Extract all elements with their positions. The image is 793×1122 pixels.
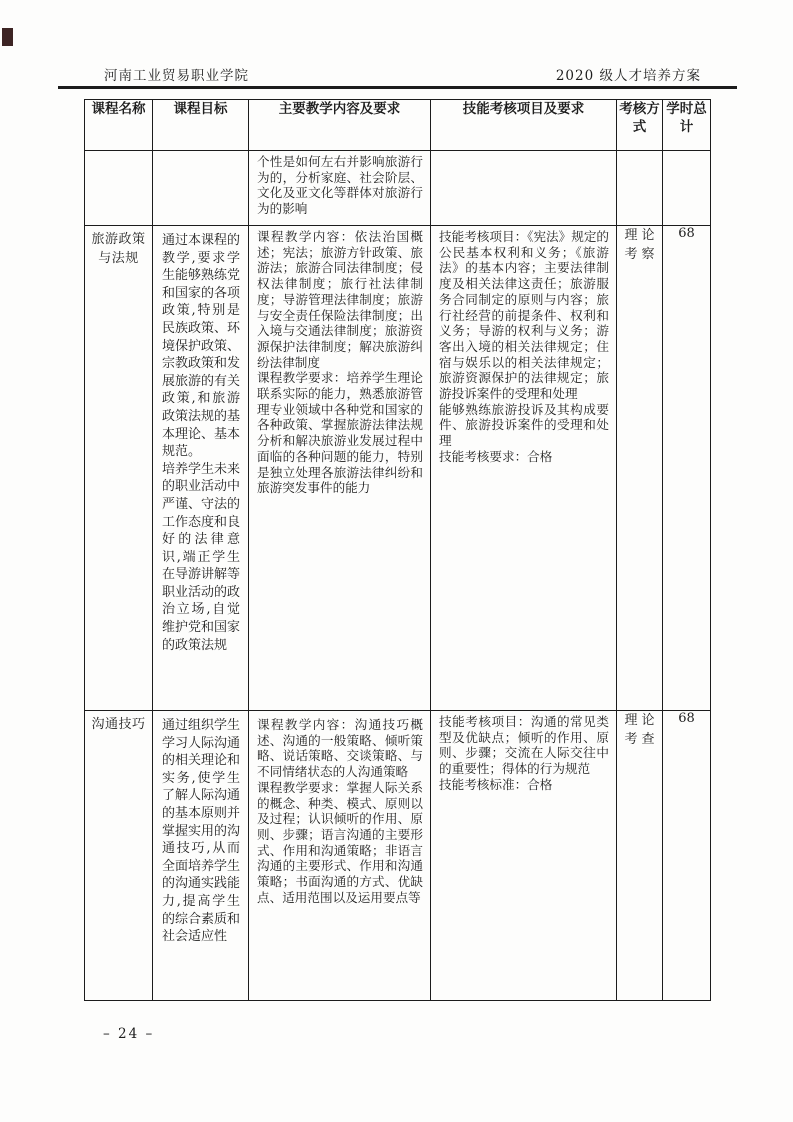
- objectives-paragraph: 通过组织学生学习人际沟通的相关理论和实务,使学生了解人际沟通的基本原则并掌握实用的沟通技巧,从而全面培养学生的沟通实践能力,提高学生的综合素质和社会适应性: [162, 718, 241, 945]
- cell-assessment-method: [617, 711, 663, 1001]
- cell-skill-assessment: [431, 226, 617, 711]
- cell-method-empty: [617, 151, 663, 226]
- cell-course-name: [85, 711, 153, 1001]
- cell-teaching-content: [249, 711, 431, 1001]
- header-document-title: 2020 级人才培养方案: [555, 68, 701, 84]
- cell-course-objectives: [153, 226, 249, 711]
- cell-assessment-method: [617, 226, 663, 711]
- course-name-label: 旅游政策与法规: [91, 232, 146, 266]
- assessment-method-label: 理论考查: [624, 713, 655, 747]
- header-school-name: 河南工业贸易职业学院: [104, 68, 249, 84]
- assessment-method-label: 理论考察: [624, 228, 655, 262]
- assessment-items-paragraph: 技能考核项目：《宪法》规定的公民基本权利和义务；《旅游法》的基本内容；主要法律制度及相关法律这责任；旅游服务合同制定的原则与内容；旅行社经营的前提条件、权利和义务；导游的权利与义务；游客出入境的相关法律规定；住宿与娱乐以的相关法律规定；旅游资源保护的法律规定；旅游投诉案件的受理和处理: [439, 229, 610, 402]
- col-header-skill-assessment: 技能考核项目及要求: [431, 100, 617, 151]
- assessment-standard-paragraph: 技能考核标准：合格: [439, 776, 553, 792]
- assessment-items-paragraph: 技能考核项目：沟通的常见类型及优缺点；倾听的作用、原则、步骤；交流在人际交往中的重要性；得体的行为规范: [439, 714, 609, 777]
- header-rule: [58, 86, 737, 89]
- col-header-total-hours: 学时总计: [663, 100, 711, 151]
- col-header-course-objectives: 课程目标: [153, 100, 249, 151]
- total-hours-value: 68: [678, 226, 695, 241]
- cell-total-hours: [663, 226, 711, 711]
- cell-course-objectives: [153, 711, 249, 1001]
- table-row-communication-skills: [85, 711, 711, 1001]
- continuation-text: 个性是如何左右并影响旅游行为的，分析家庭、社会阶层、文化及亚文化等群体对旅游行为的影响: [257, 154, 423, 217]
- assessment-detail-paragraph: 能够熟练旅游投诉及其构成要件、旅游投诉案件的受理和处理: [439, 401, 609, 449]
- table-row-continuation: [85, 151, 711, 226]
- course-name-label: 沟通技巧: [91, 717, 146, 732]
- col-header-course-name: 课程名称: [85, 100, 153, 151]
- objectives-paragraph: 通过本课程的教学,要求学生能够熟练党和国家的各项政策,特别是民族政策、环境保护政策、宗教政策和发展旅游的有关政策,和旅游政策法规的基本理论、基本规范。: [162, 233, 241, 460]
- total-hours-value: 68: [678, 711, 695, 726]
- assessment-requirement-paragraph: 技能考核要求：合格: [439, 448, 553, 464]
- teaching-content-paragraph: 课程教学内容：沟通技巧概述、沟通的一般策略、倾听策略、说话策略、交谈策略、与不同情绪状态的人沟通策略: [257, 717, 423, 780]
- col-header-assessment-method: 考核方式: [617, 100, 663, 151]
- cell-total-hours: [663, 711, 711, 1001]
- cell-skill-assessment: [431, 711, 617, 1001]
- objectives-paragraph: 培养学生未来的职业活动中严谨、守法的工作态度和良好的法律意识,端正学生在导游讲解等职业活动的政治立场,自觉维护党和国家的政策法规: [162, 461, 241, 653]
- curriculum-table: [84, 99, 711, 1001]
- teaching-requirements-paragraph: 课程教学要求：掌握人际关系的概念、种类、模式、原则以及过程；认识倾听的作用、原则、步骤；语言沟通的主要形式、作用和沟通策略；非语言沟通的主要形式、作用和沟通策略；书面沟通的方式、优缺点、适用范围以及运用要点等: [257, 779, 423, 905]
- cell-objectives-empty: [153, 151, 249, 226]
- table-header-row: [85, 100, 711, 151]
- cell-teaching-content: [249, 226, 431, 711]
- cell-course-name-empty: [85, 151, 153, 226]
- table-row-tourism-policy: [85, 226, 711, 711]
- cell-course-name: [85, 226, 153, 711]
- scan-artifact-mark: [2, 28, 13, 46]
- teaching-requirements-paragraph: 课程教学要求：培养学生理论联系实际的能力，熟悉旅游管理专业领域中各种党和国家的各种政策、掌握旅游法律法规分析和解决旅游业发展过程中面临的各种问题的能力，特别是独立处理各旅游法律纠纷和旅游突发事件的能力: [257, 370, 423, 496]
- page-number: – 24 –: [103, 1026, 155, 1042]
- cell-teaching-content-continuation: [249, 151, 431, 226]
- cell-hours-empty: [663, 151, 711, 226]
- col-header-teaching-content: 主要教学内容及要求: [249, 100, 431, 151]
- cell-assessment-empty: [431, 151, 617, 226]
- teaching-content-paragraph: 课程教学内容：依法治国概述；宪法；旅游方针政策、旅游法；旅游合同法律制度；侵权法律制度；旅行社法律制度；导游管理法律制度；旅游与安全责任保险法律制度；出入境与交通法律制度；旅游资源保护法律制度；解决旅游纠纷法律制度: [257, 229, 423, 370]
